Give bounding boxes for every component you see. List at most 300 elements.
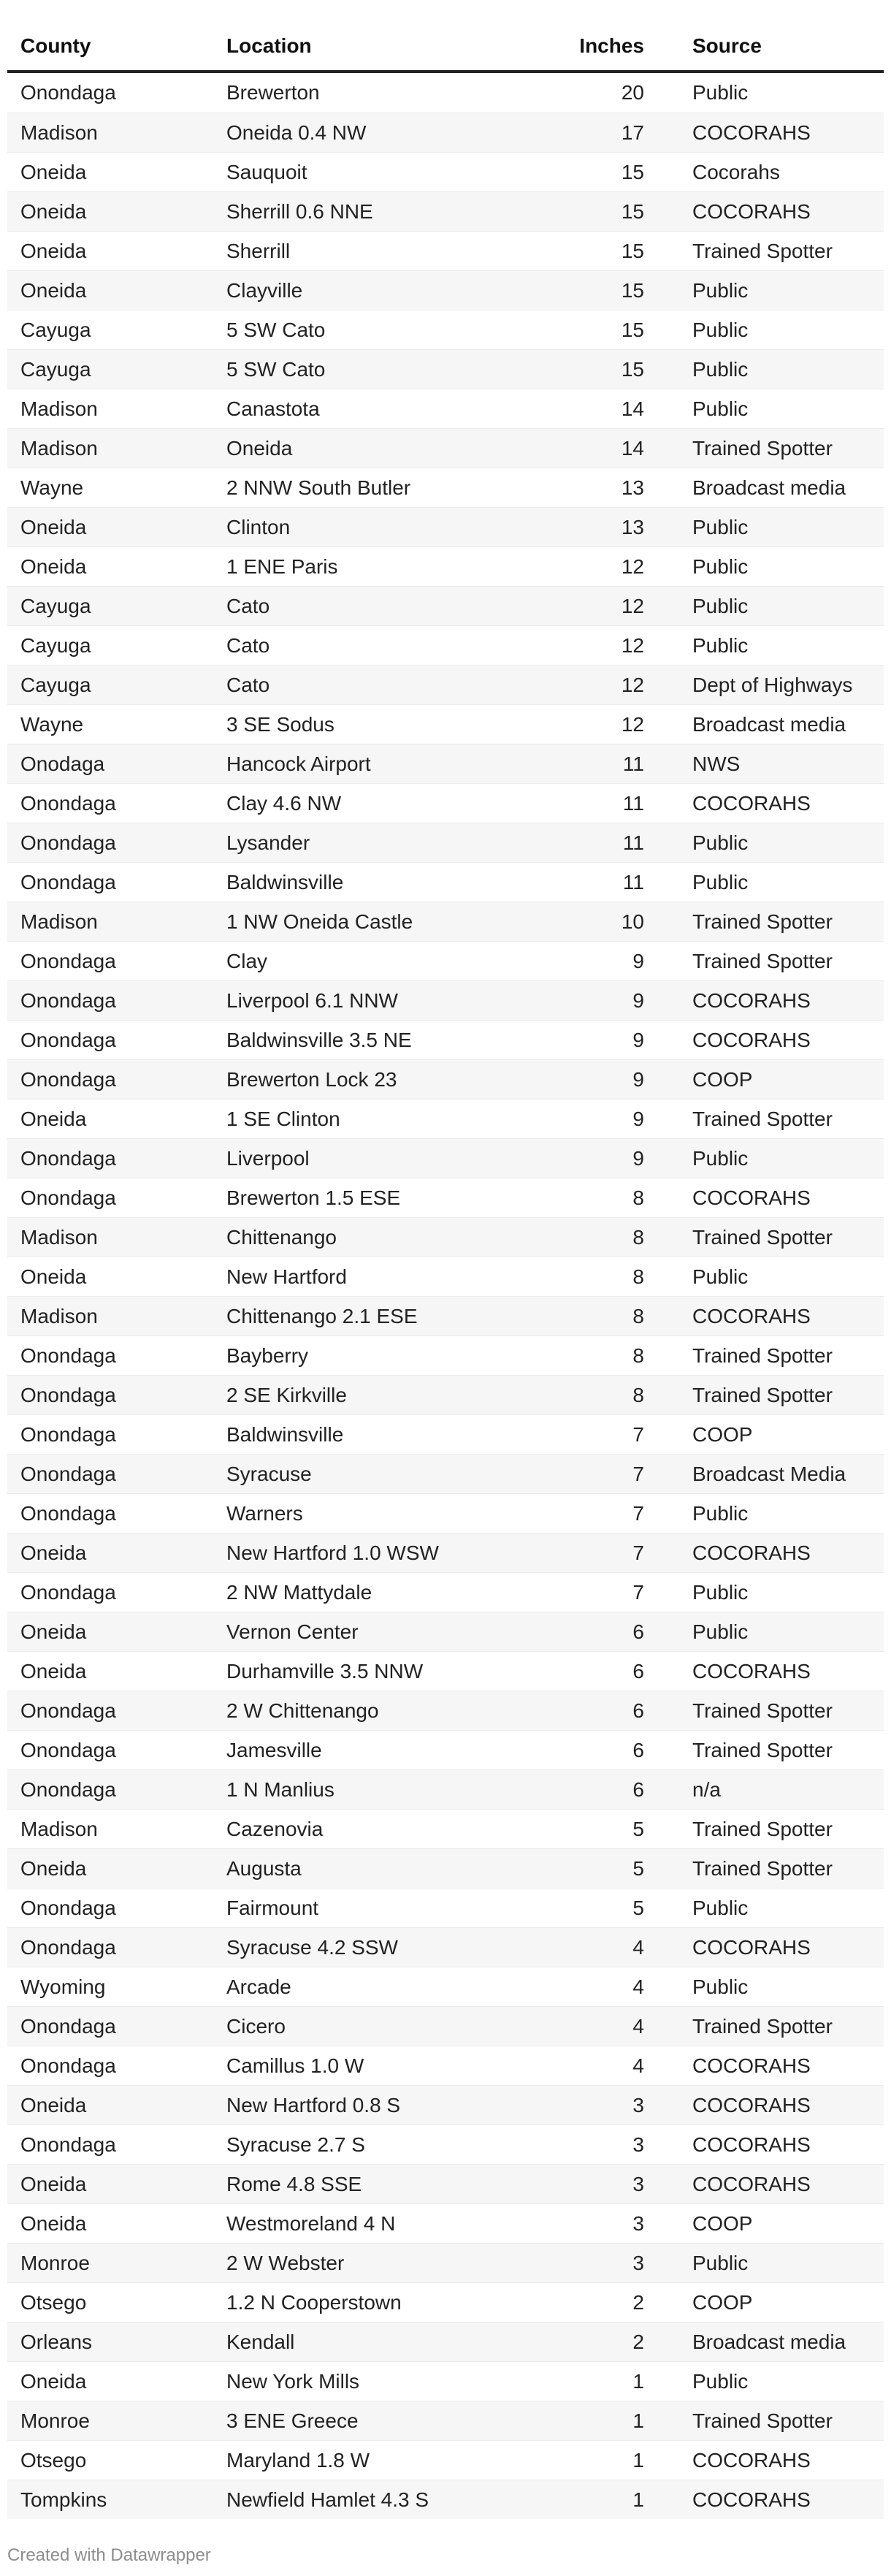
cell-source: Trained Spotter	[692, 1107, 833, 1130]
table-row	[7, 546, 884, 586]
cell-source: Public	[692, 1146, 749, 1170]
cell-inches: 1	[632, 2488, 644, 2511]
cell-source: COCORAHS	[692, 1028, 811, 1051]
cell-county: Wayne	[20, 476, 84, 499]
table-row	[7, 2125, 884, 2164]
cell-location: Syracuse	[226, 1462, 312, 1485]
cell-source: COCORAHS	[692, 791, 811, 815]
cell-county: Onondaga	[20, 988, 116, 1012]
table-row	[7, 2322, 884, 2361]
cell-inches: 5	[632, 1817, 644, 1840]
table-header-row	[7, 0, 884, 73]
table-row	[7, 1059, 884, 1099]
cell-source: COCORAHS	[692, 1186, 811, 1209]
cell-source: COCORAHS	[692, 1541, 811, 1564]
table-row	[7, 1020, 884, 1059]
table-row	[7, 704, 884, 744]
cell-source: Public	[692, 278, 749, 302]
table-row	[7, 744, 884, 783]
table-row	[7, 1099, 884, 1138]
cell-county: Onondaga	[20, 81, 116, 104]
table-row	[7, 113, 884, 152]
cell-location: Cicero	[226, 2014, 286, 2038]
table-row	[7, 1809, 884, 1848]
cell-county: Oneida	[20, 1107, 87, 1130]
cell-county: Onondaga	[20, 1699, 116, 1722]
cell-location: Baldwinsville	[226, 870, 344, 893]
cell-source: Public	[692, 831, 749, 854]
cell-county: Cayuga	[20, 673, 91, 696]
cell-location: 3 ENE Greece	[226, 2409, 359, 2432]
table-row	[7, 507, 884, 546]
cell-source: Public	[692, 870, 749, 893]
cell-county: Onondaga	[20, 949, 116, 972]
cell-source: Trained Spotter	[692, 1383, 833, 1406]
column-header-inches: Inches	[579, 34, 644, 57]
cell-county: Monroe	[20, 2251, 90, 2274]
cell-source: COCORAHS	[692, 199, 811, 223]
cell-source: COCORAHS	[692, 1935, 811, 1959]
cell-county: Oneida	[20, 1659, 87, 1683]
cell-county: Wyoming	[20, 1975, 106, 1998]
table-row	[7, 1651, 884, 1691]
cell-inches: 4	[632, 1975, 644, 1998]
table-row	[7, 823, 884, 862]
cell-inches: 8	[632, 1186, 644, 1209]
cell-source: Trained Spotter	[692, 2409, 833, 2432]
table-row	[7, 941, 884, 980]
cell-location: Newfield Hamlet 4.3 S	[226, 2488, 429, 2511]
cell-location: Augusta	[226, 1856, 302, 1880]
cell-location: New Hartford 0.8 S	[226, 2093, 401, 2116]
cell-county: Oneida	[20, 239, 87, 262]
cell-location: New Hartford	[226, 1265, 347, 1288]
cell-source: Trained Spotter	[692, 1699, 833, 1722]
cell-county: Onondaga	[20, 1422, 116, 1446]
cell-inches: 5	[632, 1896, 644, 1919]
cell-county: Wayne	[20, 712, 84, 736]
table-row	[7, 2243, 884, 2282]
cell-county: Onondaga	[20, 831, 116, 854]
cell-source: Public	[692, 633, 749, 657]
cell-inches: 12	[621, 594, 644, 617]
cell-location: Clayville	[226, 278, 303, 302]
cell-location: Vernon Center	[226, 1620, 359, 1643]
cell-source: Public	[692, 2251, 749, 2274]
cell-county: Oneida	[20, 1541, 87, 1564]
cell-county: Onondaga	[20, 1028, 116, 1051]
cell-county: Onondaga	[20, 1501, 116, 1525]
cell-location: Jamesville	[226, 1738, 322, 1761]
cell-inches: 6	[632, 1620, 644, 1643]
cell-inches: 9	[632, 1067, 644, 1091]
cell-location: Baldwinsville 3.5 NE	[226, 1028, 412, 1051]
cell-county: Onondaga	[20, 791, 116, 815]
cell-inches: 7	[632, 1541, 644, 1564]
cell-inches: 10	[621, 910, 644, 933]
cell-county: Oneida	[20, 1265, 87, 1288]
cell-inches: 12	[621, 555, 644, 578]
cell-county: Onondaga	[20, 1738, 116, 1761]
table-row	[7, 1848, 884, 1888]
table-row	[7, 389, 884, 428]
cell-location: Syracuse 2.7 S	[226, 2133, 365, 2156]
cell-location: Hancock Airport	[226, 752, 371, 775]
cell-county: Onondaga	[20, 1777, 116, 1801]
cell-county: Onondaga	[20, 1186, 116, 1209]
cell-location: Lysander	[226, 831, 310, 854]
cell-source: Broadcast Media	[692, 1462, 846, 1485]
cell-location: 1 NW Oneida Castle	[226, 910, 413, 933]
cell-inches: 15	[621, 318, 644, 341]
cell-location: 2 W Chittenango	[226, 1699, 379, 1722]
cell-source: Trained Spotter	[692, 1817, 833, 1840]
cell-inches: 13	[621, 476, 644, 499]
cell-source: Broadcast media	[692, 476, 846, 499]
table-row	[7, 231, 884, 270]
table-row	[7, 349, 884, 389]
cell-location: Liverpool	[226, 1146, 310, 1170]
cell-location: Chittenango 2.1 ESE	[226, 1304, 418, 1327]
table-row	[7, 586, 884, 625]
cell-source: COCORAHS	[692, 2133, 811, 2156]
cell-location: Brewerton	[226, 81, 320, 104]
cell-county: Onodaga	[20, 752, 105, 775]
cell-inches: 9	[632, 949, 644, 972]
cell-inches: 3	[632, 2172, 644, 2195]
cell-county: Cayuga	[20, 357, 91, 381]
table-row	[7, 2203, 884, 2243]
cell-inches: 1	[632, 2409, 644, 2432]
cell-location: Canastota	[226, 397, 320, 420]
table-row	[7, 1375, 884, 1414]
table-row	[7, 1414, 884, 1454]
cell-inches: 5	[632, 1856, 644, 1880]
cell-location: New Hartford 1.0 WSW	[226, 1541, 439, 1564]
cell-county: Onondaga	[20, 1896, 116, 1919]
cell-source: COCORAHS	[692, 1304, 811, 1327]
table-row	[7, 1178, 884, 1217]
cell-source: COOP	[692, 2211, 753, 2235]
table-row	[7, 1296, 884, 1335]
table-row	[7, 1888, 884, 1927]
cell-inches: 14	[621, 436, 644, 460]
cell-inches: 1	[632, 2448, 644, 2472]
cell-location: Oneida	[226, 436, 293, 460]
cell-inches: 4	[632, 2054, 644, 2077]
cell-source: COCORAHS	[692, 1659, 811, 1683]
cell-source: Public	[692, 1265, 749, 1288]
cell-source: Trained Spotter	[692, 1225, 833, 1249]
cell-source: Public	[692, 318, 749, 341]
cell-location: Clay 4.6 NW	[226, 791, 342, 815]
cell-inches: 15	[621, 160, 644, 183]
cell-inches: 7	[632, 1422, 644, 1446]
cell-location: Arcade	[226, 1975, 291, 1998]
cell-county: Onondaga	[20, 2133, 116, 2156]
cell-source: COOP	[692, 1067, 753, 1091]
table-row	[7, 2480, 884, 2519]
table-row	[7, 1927, 884, 1967]
cell-source: Broadcast media	[692, 712, 846, 736]
cell-county: Onondaga	[20, 1935, 116, 1959]
cell-inches: 6	[632, 1659, 644, 1683]
cell-source: Public	[692, 397, 749, 420]
cell-location: Syracuse 4.2 SSW	[226, 1935, 398, 1959]
cell-location: Oneida 0.4 NW	[226, 121, 367, 144]
table-row	[7, 2361, 884, 2401]
cell-source: COCORAHS	[692, 2054, 811, 2077]
cell-county: Onondaga	[20, 1580, 116, 1604]
cell-county: Cayuga	[20, 318, 91, 341]
cell-source: Trained Spotter	[692, 436, 833, 460]
cell-county: Oneida	[20, 2093, 87, 2116]
cell-source: Public	[692, 1975, 749, 1998]
cell-inches: 14	[621, 397, 644, 420]
cell-location: Sherrill 0.6 NNE	[226, 199, 373, 223]
cell-source: COCORAHS	[692, 2172, 811, 2195]
cell-inches: 8	[632, 1344, 644, 1367]
cell-source: Public	[692, 1580, 749, 1604]
table-row	[7, 862, 884, 902]
snow-totals-table	[7, 0, 884, 2519]
cell-county: Oneida	[20, 1620, 87, 1643]
cell-source: Trained Spotter	[692, 1344, 833, 1367]
cell-inches: 11	[622, 870, 644, 893]
cell-inches: 9	[632, 988, 644, 1012]
cell-location: Fairmount	[226, 1896, 319, 1919]
cell-location: Cato	[226, 594, 270, 617]
cell-county: Madison	[20, 1225, 98, 1249]
cell-inches: 15	[621, 199, 644, 223]
cell-location: 2 NNW South Butler	[226, 476, 411, 499]
cell-source: n/a	[692, 1777, 721, 1801]
cell-source: Trained Spotter	[692, 239, 833, 262]
cell-source: NWS	[692, 752, 741, 775]
table-body	[7, 73, 884, 2519]
table-row	[7, 2440, 884, 2480]
table-row	[7, 191, 884, 231]
cell-location: Brewerton Lock 23	[226, 1067, 397, 1091]
table-row	[7, 1967, 884, 2006]
table-row	[7, 2282, 884, 2322]
table-row	[7, 1533, 884, 1572]
table-row	[7, 1769, 884, 1809]
cell-county: Madison	[20, 910, 98, 933]
cell-location: Sherrill	[226, 239, 291, 262]
cell-inches: 8	[632, 1225, 644, 1249]
column-header-source: Source	[692, 34, 762, 57]
cell-inches: 2	[632, 2330, 644, 2353]
cell-source: COCORAHS	[692, 2488, 811, 2511]
cell-location: 1 N Manlius	[226, 1777, 334, 1801]
table-row	[7, 468, 884, 507]
cell-source: Public	[692, 357, 749, 381]
table-row	[7, 428, 884, 468]
cell-location: Rome 4.8 SSE	[226, 2172, 362, 2195]
cell-location: New York Mills	[226, 2369, 360, 2393]
cell-county: Oneida	[20, 1856, 87, 1880]
table-row	[7, 1572, 884, 1612]
cell-county: Oneida	[20, 199, 87, 223]
cell-inches: 7	[632, 1501, 644, 1525]
table-row	[7, 1335, 884, 1375]
cell-location: Liverpool 6.1 NNW	[226, 988, 398, 1012]
cell-county: Tompkins	[20, 2488, 107, 2511]
cell-county: Oneida	[20, 2211, 87, 2235]
cell-county: Oneida	[20, 278, 87, 302]
cell-inches: 2	[632, 2290, 644, 2314]
cell-location: 5 SW Cato	[226, 357, 326, 381]
cell-inches: 3	[632, 2211, 644, 2235]
cell-inches: 15	[621, 357, 644, 381]
table-row	[7, 783, 884, 823]
cell-inches: 20	[621, 81, 644, 104]
cell-inches: 15	[621, 278, 644, 302]
cell-location: Baldwinsville	[226, 1422, 344, 1446]
table-row	[7, 665, 884, 704]
cell-county: Madison	[20, 1304, 98, 1327]
cell-source: Public	[692, 2369, 749, 2393]
cell-inches: 3	[632, 2093, 644, 2116]
cell-location: Cazenovia	[226, 1817, 324, 1840]
cell-source: Public	[692, 1501, 749, 1525]
cell-inches: 8	[632, 1383, 644, 1406]
table-row	[7, 310, 884, 349]
cell-inches: 9	[632, 1028, 644, 1051]
cell-source: Public	[692, 594, 749, 617]
cell-source: Public	[692, 1620, 749, 1643]
cell-inches: 17	[621, 121, 644, 144]
cell-location: Chittenango	[226, 1225, 337, 1249]
cell-location: Cato	[226, 673, 270, 696]
cell-inches: 9	[632, 1146, 644, 1170]
cell-inches: 3	[632, 2133, 644, 2156]
cell-county: Cayuga	[20, 633, 91, 657]
cell-inches: 4	[632, 2014, 644, 2038]
cell-source: Public	[692, 515, 749, 538]
cell-county: Madison	[20, 397, 98, 420]
cell-location: Camillus 1.0 W	[226, 2054, 364, 2077]
cell-county: Monroe	[20, 2409, 90, 2432]
cell-location: Cato	[226, 633, 270, 657]
cell-source: COOP	[692, 2290, 753, 2314]
cell-inches: 3	[632, 2251, 644, 2274]
datawrapper-credit-link[interactable]: Created with Datawrapper	[7, 2545, 211, 2565]
table-row	[7, 2046, 884, 2085]
table-row	[7, 625, 884, 665]
table-row	[7, 1454, 884, 1493]
cell-county: Otsego	[20, 2448, 87, 2472]
cell-location: Westmoreland 4 N	[226, 2211, 396, 2235]
table-row	[7, 1493, 884, 1533]
cell-source: Cocorahs	[692, 160, 780, 183]
cell-location: 3 SE Sodus	[226, 712, 334, 736]
table-footer	[7, 2545, 884, 2566]
cell-county: Oneida	[20, 160, 87, 183]
cell-location: 1 SE Clinton	[226, 1107, 340, 1130]
cell-inches: 6	[632, 1699, 644, 1722]
cell-inches: 6	[632, 1777, 644, 1801]
cell-source: Trained Spotter	[692, 949, 833, 972]
cell-county: Onondaga	[20, 1146, 116, 1170]
table-row	[7, 270, 884, 310]
cell-location: 5 SW Cato	[226, 318, 326, 341]
cell-location: Clinton	[226, 515, 291, 538]
cell-location: Sauquoit	[226, 160, 307, 183]
column-header-location: Location	[226, 34, 312, 57]
table-row	[7, 1730, 884, 1769]
cell-inches: 9	[632, 1107, 644, 1130]
cell-county: Onondaga	[20, 870, 116, 893]
cell-inches: 7	[632, 1580, 644, 1604]
cell-county: Madison	[20, 436, 98, 460]
cell-source: COCORAHS	[692, 2448, 811, 2472]
cell-source: Trained Spotter	[692, 1738, 833, 1761]
table-row	[7, 980, 884, 1020]
cell-inches: 6	[632, 1738, 644, 1761]
cell-inches: 12	[621, 673, 644, 696]
table-row	[7, 1612, 884, 1651]
cell-county: Otsego	[20, 2290, 87, 2314]
table-row	[7, 2164, 884, 2203]
cell-county: Oneida	[20, 555, 87, 578]
cell-inches: 15	[621, 239, 644, 262]
cell-inches: 12	[621, 633, 644, 657]
table-row	[7, 1257, 884, 1296]
cell-county: Madison	[20, 121, 98, 144]
table-row	[7, 902, 884, 941]
cell-source: Public	[692, 81, 749, 104]
cell-county: Oneida	[20, 515, 87, 538]
cell-county: Onondaga	[20, 2014, 116, 2038]
cell-county: Onondaga	[20, 1067, 116, 1091]
cell-county: Onondaga	[20, 1383, 116, 1406]
cell-location: Maryland 1.8 W	[226, 2448, 370, 2472]
cell-location: Clay	[226, 949, 268, 972]
cell-county: Madison	[20, 1817, 98, 1840]
table-row	[7, 2401, 884, 2440]
cell-source: COCORAHS	[692, 121, 811, 144]
cell-location: Brewerton 1.5 ESE	[226, 1186, 401, 1209]
cell-county: Oneida	[20, 2172, 87, 2195]
cell-location: 2 W Webster	[226, 2251, 345, 2274]
cell-source: COCORAHS	[692, 2093, 811, 2116]
cell-inches: 1	[632, 2369, 644, 2393]
cell-location: Bayberry	[226, 1344, 309, 1367]
cell-county: Onondaga	[20, 2054, 116, 2077]
cell-inches: 11	[622, 791, 644, 815]
cell-inches: 13	[621, 515, 644, 538]
cell-location: 1.2 N Cooperstown	[226, 2290, 402, 2314]
cell-county: Onondaga	[20, 1462, 116, 1485]
cell-source: COOP	[692, 1422, 753, 1446]
cell-county: Orleans	[20, 2330, 93, 2353]
cell-source: Public	[692, 1896, 749, 1919]
cell-county: Cayuga	[20, 594, 91, 617]
cell-source: Trained Spotter	[692, 1856, 833, 1880]
table-row	[7, 152, 884, 191]
table-row	[7, 1691, 884, 1730]
cell-source: Broadcast media	[692, 2330, 846, 2353]
table-row	[7, 73, 884, 113]
cell-source: Dept of Highways	[692, 673, 853, 696]
cell-inches: 12	[621, 712, 644, 736]
cell-location: 2 SE Kirkville	[226, 1383, 347, 1406]
table-row	[7, 1138, 884, 1178]
cell-location: Warners	[226, 1501, 303, 1525]
column-header-county: County	[20, 34, 91, 57]
